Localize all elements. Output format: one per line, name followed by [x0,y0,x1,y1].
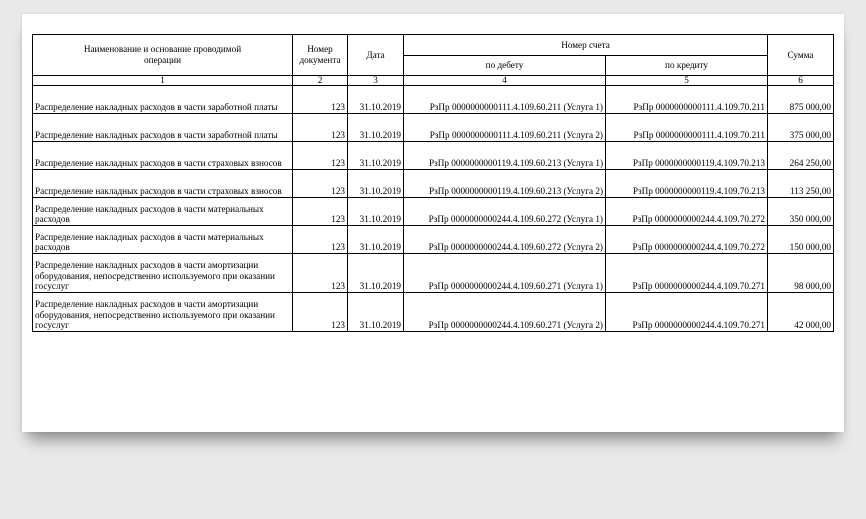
row-credit-account: РзПр 0000000000244.4.109.70.272 [606,198,768,226]
column-number: 2 [293,76,348,86]
row-doc-number: 123 [293,86,348,114]
row-credit-account: РзПр 0000000000244.4.109.70.272 [606,226,768,254]
table-row [33,170,834,198]
table-row [33,142,834,170]
row-sum: 113 250,00 [768,170,834,198]
row-debit-account: РзПр 0000000000244.4.109.60.271 (Услуга 2) [404,293,606,332]
table-row [33,198,834,226]
row-debit-account: РзПр 0000000000244.4.109.60.272 (Услуга 2) [404,226,606,254]
row-credit-account: РзПр 0000000000119.4.109.70.213 [606,170,768,198]
row-description: Распределение накладных расходов в части материальных расходов [33,198,293,226]
column-numbers-row [33,76,834,86]
column-number: 6 [768,76,834,86]
row-debit-account: РзПр 0000000000111.4.109.60.211 (Услуга 2) [404,114,606,142]
row-description: Распределение накладных расходов в части амортизации оборудования, непосредственно используемого при оказании госуслуг [33,254,293,293]
row-doc-number: 123 [293,198,348,226]
row-date: 31.10.2019 [348,226,404,254]
header-sum: Сумма [768,35,834,76]
row-doc-number: 123 [293,114,348,142]
row-date: 31.10.2019 [348,114,404,142]
row-debit-account: РзПр 0000000000119.4.109.60.213 (Услуга 1) [404,142,606,170]
ledger-table [32,34,834,332]
row-description: Распределение накладных расходов в части материальных расходов [33,226,293,254]
row-credit-account: РзПр 0000000000119.4.109.70.213 [606,142,768,170]
row-credit-account: РзПр 0000000000111.4.109.70.211 [606,114,768,142]
row-description: Распределение накладных расходов в части амортизации оборудования, непосредственно используемого при оказании госуслуг [33,293,293,332]
column-number: 1 [33,76,293,86]
row-date: 31.10.2019 [348,170,404,198]
row-sum: 264 250,00 [768,142,834,170]
table-row [33,114,834,142]
table-row [33,254,834,293]
row-debit-account: РзПр 0000000000244.4.109.60.271 (Услуга 1) [404,254,606,293]
row-sum: 42 000,00 [768,293,834,332]
row-sum: 150 000,00 [768,226,834,254]
row-date: 31.10.2019 [348,142,404,170]
header-date: Дата [348,35,404,76]
table-row [33,293,834,332]
row-doc-number: 123 [293,254,348,293]
column-number: 5 [606,76,768,86]
header-debit: по дебету [404,56,606,76]
header-name: Наименование и основание проводимой операции [33,35,293,76]
row-sum: 875 000,00 [768,86,834,114]
row-sum: 350 000,00 [768,198,834,226]
header-credit: по кредиту [606,56,768,76]
row-debit-account: РзПр 0000000000119.4.109.60.213 (Услуга 2) [404,170,606,198]
row-sum: 375 000,00 [768,114,834,142]
header-account-number: Номер счета [404,35,768,56]
row-description: Распределение накладных расходов в части заработной платы [33,86,293,114]
row-doc-number: 123 [293,293,348,332]
row-date: 31.10.2019 [348,198,404,226]
column-number: 4 [404,76,606,86]
row-date: 31.10.2019 [348,293,404,332]
row-description: Распределение накладных расходов в части заработной платы [33,114,293,142]
row-doc-number: 123 [293,142,348,170]
row-doc-number: 123 [293,170,348,198]
row-credit-account: РзПр 0000000000244.4.109.70.271 [606,293,768,332]
table-row [33,86,834,114]
row-debit-account: РзПр 0000000000244.4.109.60.272 (Услуга 1) [404,198,606,226]
table-row [33,226,834,254]
row-doc-number: 123 [293,226,348,254]
column-number: 3 [348,76,404,86]
row-credit-account: РзПр 0000000000111.4.109.70.211 [606,86,768,114]
row-sum: 98 000,00 [768,254,834,293]
document-page [22,14,844,432]
row-date: 31.10.2019 [348,86,404,114]
row-debit-account: РзПр 0000000000111.4.109.60.211 (Услуга 1) [404,86,606,114]
row-description: Распределение накладных расходов в части страховых взносов [33,170,293,198]
row-date: 31.10.2019 [348,254,404,293]
header-doc-number: Номер документа [293,35,348,76]
row-description: Распределение накладных расходов в части страховых взносов [33,142,293,170]
row-credit-account: РзПр 0000000000244.4.109.70.271 [606,254,768,293]
